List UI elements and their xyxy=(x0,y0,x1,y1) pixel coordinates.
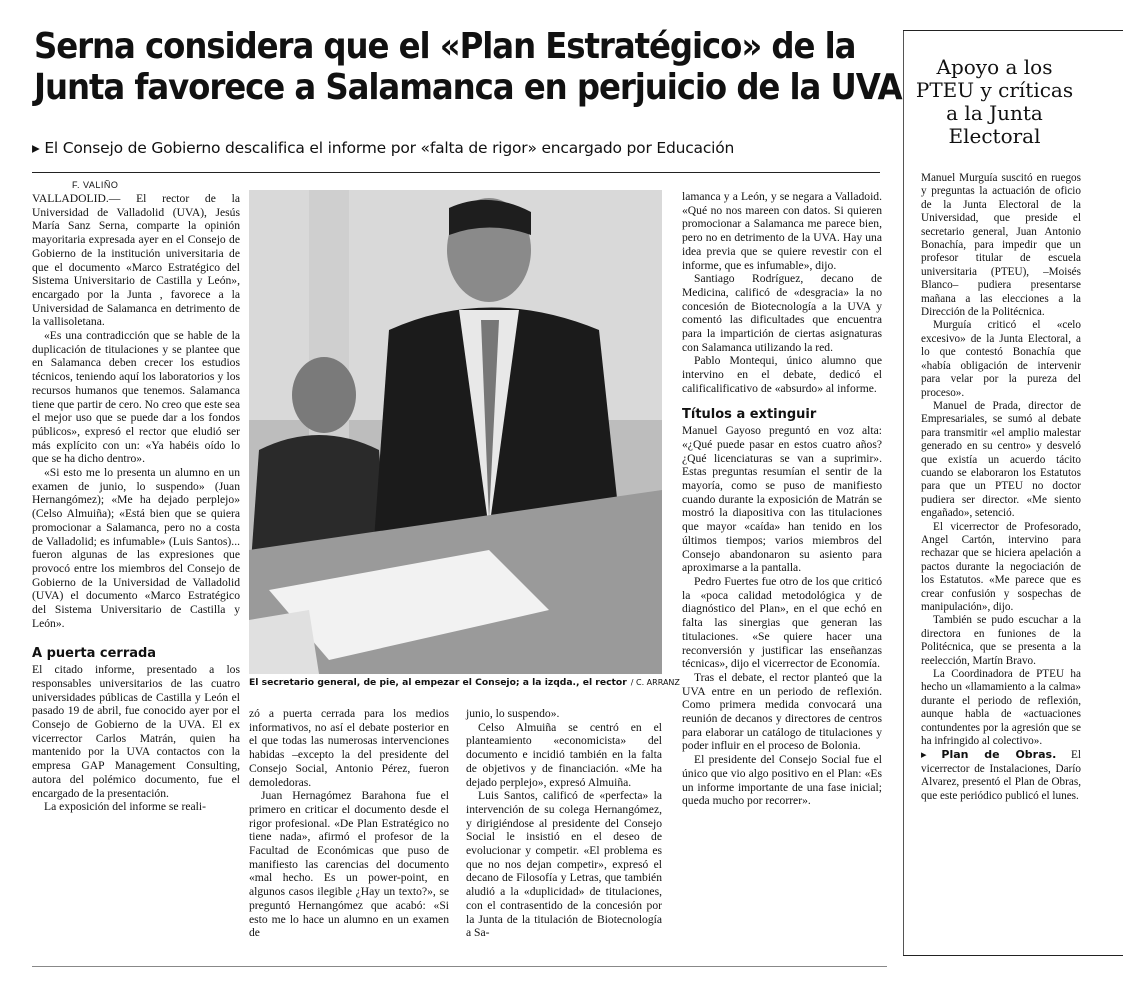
headline-line-1: Serna considera que el «Plan Estratégico» de la xyxy=(34,26,856,67)
arrow-bullet-icon: ▸ xyxy=(32,139,40,157)
paragraph: Manuel de Prada, director de Empresariales, se sumó al debate para transmitir «el amplio malestar generado en su centro» y desveló que existía un acuerdo tácito cuando se elaboraron los Estatutos para que un PTEU no doctor pudiera ser director. «Me siento engañado», setenció. xyxy=(921,399,1081,520)
paragraph: El presidente del Consejo Social fue el único que vio algo positivo en el Plan: «Es un informe importante de una fase inicial; queda mucho por recorrer». xyxy=(682,753,882,808)
column-1 xyxy=(32,180,240,814)
column-4 xyxy=(682,190,882,808)
inline-subhead: Plan de Obras. xyxy=(941,748,1057,762)
column-2 xyxy=(249,707,449,940)
kicker-text: El Consejo de Gobierno descalifica el informe por «falta de rigor» encargado por Educación xyxy=(44,139,735,157)
divider xyxy=(32,172,880,173)
paragraph: Tras el debate, el rector planteó que la UVA entre en un periodo de reflexión. Como primera medida convocará una reunión de decanos y directores de centros para elaborar un catálogo de titulaciones y poder influir en el proceso de Bolonia. xyxy=(682,670,882,753)
paragraph: «Si esto me lo presenta un alumno en un examen de junio, lo suspendo» (Juan Hernangómez); «Me ha dejado perplejo» (Celso Almuiña); «Está bien que se quiera promocionar a Salamanca, pero no a costa de Valladolid; es infumable» (Luis Santos)... fueron algunas de las expresiones que provocó entre los miembros del Consejo de Gobierno de la Universidad de Valladolid (UVA) el documento «Marco Estratégico del Sistema Universitario de Castilla y León». xyxy=(32,466,240,630)
sidebar-body xyxy=(921,172,1081,803)
kicker xyxy=(32,139,852,157)
paragraph: Manuel Gayoso preguntó en voz alta: «¿Qué puede pasar en estos cuatro años? ¿Qué licenciaturas se van a suprimir». Estas preguntas resumían el sentir de la mayoría, como se puso de manifiesto cuando durante la exposición de Matrán se mostró la diapositiva con las titulaciones que mayor «caída» han tenido en los últimos tiempos; varios miembros del Consejo abandonaron su asiento para aproximarse a la pantalla. xyxy=(682,424,882,575)
paragraph: «Es una contradicción que se hable de la duplicación de titulaciones y se plantee que en Salamanca deben crecer los estudios técnicos, teniendo aquí los laboratorios y los recursos humanos que tenemos. Salamanca tiene que partir de cero. No creo que este sea el mejor uso que se puede dar a los fondos públicos», expresó el rector que eludió ser más explícito con un: «Ya habéis oído lo que se ha dicho dentro». xyxy=(32,329,240,466)
photo xyxy=(249,190,662,674)
subhead: Títulos a extinguir xyxy=(682,406,817,422)
paragraph: Juan Hernagómez Barahona fue el primero en criticar el documento desde el rigor profesional. «De Plan Estratégico no tiene nada», afirmó el profesor de la Facultad de Económicas que puso de manifiesto las carencias del documento «mal hecho. Es un power-point, en algunos casos ilegible ¿Hay un texto?», se preguntó Hernangómez que acabó: «Si esto me lo hace un alumno en un examen de xyxy=(249,789,449,940)
sidebar-top-rule xyxy=(903,30,1123,31)
paragraph: Murguía criticó el «celo excesivo» de la Junta Electoral, a lo que contestó Bonachía que «había obligación de intervenir para velar por la pureza del proceso». xyxy=(921,319,1081,399)
sidebar-bottom-rule xyxy=(903,955,1123,956)
paragraph: Pablo Montequi, único alumno que intervino en el debate, dedicó el calificalificativo de «absurdo» al informe. xyxy=(682,354,882,395)
paragraph: Luis Santos, calificó de «perfecta» la intervención de su colega Hernangómez, y dirigiéndose al presidente del Consejo Social le insistió en el deseo de evolucionar y competir. «El problema es que no nos dejan competir», expresó el decano de Filosofía y Letras, que también aludió a la «duplicidad» de titulaciones, con el contrasentido de la concesión por la Junta de la titulación de Biotecnología a Sa- xyxy=(466,789,662,940)
paragraph: La Coordinadora de PTEU ha hecho un «llamamiento a la calma» durante el periodo de reflexión, aunque habla de «actuaciones contundentes por la agresión que se ha infringido al colectivo». xyxy=(921,668,1081,748)
subhead: A puerta cerrada xyxy=(32,645,157,661)
paragraph: lamanca y a León, y se negara a Valladoid. «Qué no nos mareen con datos. Si quieren promocionar a Salamanca me parece bien, pero no en detrimento de la UVA. Hay una idea previa que se quiere revestir con el informe, que es infumable», dijo. xyxy=(682,190,882,272)
paragraph: junio, lo suspendo». xyxy=(466,707,560,720)
photo-caption xyxy=(249,677,680,688)
paragraph: Celso Almuiña se centró en el planteamiento «economicista» del documento e incidió también en la falta de objetivos y de financiación. «Me ha dejado perplejo», expresó Almuiña. xyxy=(466,720,662,789)
photo-image xyxy=(249,190,662,674)
page-bottom-rule xyxy=(32,966,887,967)
byline: F. VALIÑO xyxy=(72,180,119,190)
headline xyxy=(34,26,902,108)
paragraph: Santiago Rodríguez, decano de Medicina, calificó de «desgracia» la no concesión de Biotecnología a la UVA y comentó las dificultades que encuentra para la impartición de ciertas asignaturas con Salamanca utilizando la red. xyxy=(682,272,882,354)
paragraph: También se pudo escuchar a la directora en funiones de la Politécnica, que se presenta a la reelección, Martín Bravo. xyxy=(921,614,1081,667)
column-3 xyxy=(466,707,662,940)
paragraph-text: El vicerrector de Instalaciones, Darío Alvarez, presentó el Plan de Obras, que este periódico publicó el lunes. xyxy=(921,749,1081,802)
sidebar-title: Apoyo a los PTEU y críticas a la Junta Electoral xyxy=(915,55,1074,148)
caption-text: El secretario general, de pie, al empezar el Consejo; a la izqda., el rector xyxy=(249,677,627,688)
paragraph: Pedro Fuertes fue otro de los que criticó la «poca calidad metodológica y de diagnóstico del Plan», en el que echó en falta las sinergias que generan las titulaciones. «Se quiere hacer una reconversión y justificar las enseñanzas técnicas», dijo el vicerrector de Economía. xyxy=(682,574,882,671)
paragraph: El vicerrector de Profesorado, Angel Cartón, intervino para rechazar que se hiciera apelación a pactos durante la negociación de los Estatutos. «Me parece que es crear confusión y sospechas de manipulación», dijo. xyxy=(921,520,1081,613)
paragraph xyxy=(921,748,1081,803)
paragraph: VALLADOLID.— El rector de la Universidad de Valladolid (UVA), Jesús María Sanz Serna, comparte la opinión mayoritaria expresada ayer en el Consejo de Gobierno de la institución universitaria de que el documento «Marco Estratégico del Sistema Universitario de Castilla y León», encargado por la Junta , favorece a la Universidad de Salamanca en detrimento de la vallisoletana. xyxy=(32,192,240,329)
paragraph: Manuel Murguía suscitó en ruegos y preguntas la actuación de oficio de la Junta Electoral de la Universidad, que preside el secretario general, Juan Antonio Bonachía, para impedir que un profesor titular de escuela universitaria (PTEU), –Moisés Blanco– pudiera presentarse mañana a las elecciones a la Dirección de la Politécnica. xyxy=(921,172,1081,319)
paragraph: La exposición del informe se reali- xyxy=(44,800,206,814)
headline-line-2: Junta favorece a Salamanca en perjuicio de la UVA xyxy=(34,67,902,108)
photo-credit: / C. ARRANZ xyxy=(630,678,680,687)
paragraph: zó a puerta cerrada para los medios informativos, no así el debate posterior en el que todas las numerosas intervenciones habidas –excepto la del presidente del Consejo Social, Antonio Pérez, fueron demoledoras. xyxy=(249,707,449,789)
arrow-bullet-icon: ▸ xyxy=(921,749,942,762)
paragraph: El citado informe, presentado a los responsables universitarios de las cuatro universidades públicas de Castilla y León el pasado 19 de abril, fue conocido ayer por el Consejo de Gobierno de la UVA. El ex vicerrector Carlos Matrán, quien ha mantenido por la UVA contactos con la empresa GAP Management Consulting, autora del polémico documento, fue el encargado de la presentación. xyxy=(32,663,240,800)
